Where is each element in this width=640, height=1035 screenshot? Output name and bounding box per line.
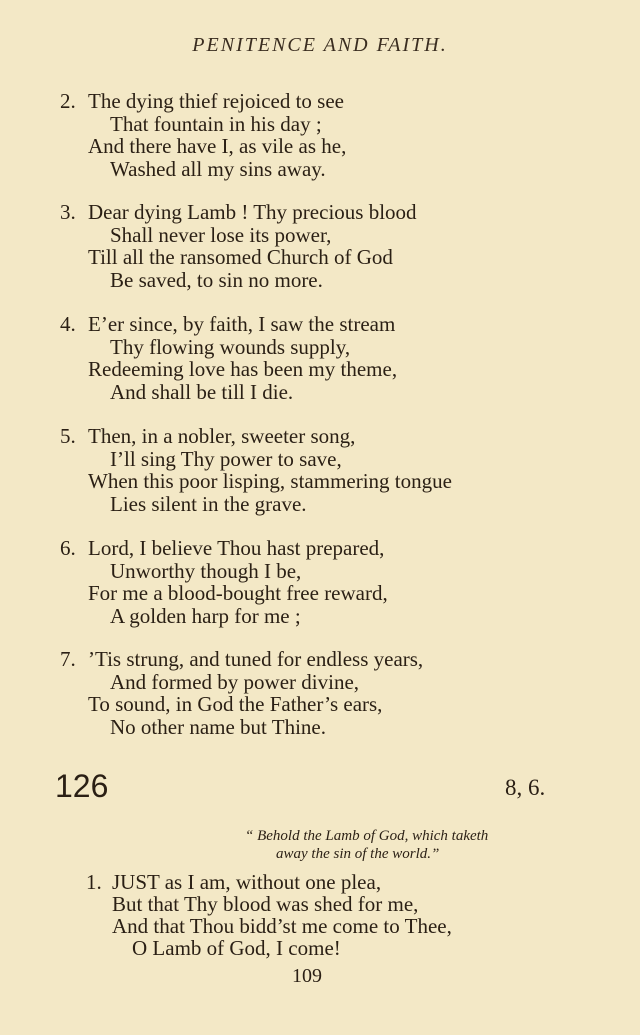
epigraph-line-1: “ Behold the Lamb of God, which taketh — [245, 828, 489, 844]
page-header: PENITENCE AND FAITH. — [192, 34, 448, 56]
verse-line: I’ll sing Thy power to save, — [110, 446, 342, 471]
verse-line: And there have I, as vile as he, — [88, 134, 347, 158]
verse-line: Redeeming love has been my theme, — [88, 357, 398, 381]
verse-line: Till all the ransomed Church of God — [88, 245, 393, 269]
hymn-verse-line: And that Thou bidd’st me come to Thee, — [112, 914, 452, 938]
verse-line: Lord, I believe Thou hast prepared, — [88, 536, 385, 560]
verse-line: That fountain in his day ; — [110, 111, 322, 136]
verse-number: 6. — [60, 536, 76, 560]
verse-line: No other name but Thine. — [110, 714, 326, 739]
verse-number: 2. — [60, 89, 76, 113]
verse-line: When this poor lisping, stammering tongue — [88, 469, 452, 493]
verse-line: To sound, in God the Father’s ears, — [88, 692, 383, 716]
verse-line: Thy flowing wounds supply, — [110, 334, 351, 359]
verse-line: Shall never lose its power, — [110, 222, 332, 247]
verse-line: E’er since, by faith, I saw the stream — [88, 312, 396, 336]
page-number: 109 — [292, 965, 322, 987]
verse-line: A golden harp for me ; — [110, 603, 301, 628]
epigraph-line-2: away the sin of the world.” — [276, 846, 440, 862]
hymn-verse-line: O Lamb of God, I come! — [132, 936, 341, 960]
verse-line: For me a blood-bought free reward, — [88, 581, 388, 605]
verse-line: The dying thief rejoiced to see — [88, 89, 344, 113]
verse-line: ’Tis strung, and tuned for endless years, — [88, 647, 424, 671]
verse-line: Dear dying Lamb ! Thy precious blood — [88, 200, 417, 224]
hymn-meter: 8, 6. — [505, 775, 546, 800]
verse-line: Lies silent in the grave. — [110, 491, 307, 516]
verse-line: Then, in a nobler, sweeter song, — [88, 424, 356, 448]
verse-number: 5. — [60, 424, 76, 448]
hymn-verse-number: 1. — [86, 870, 102, 894]
verse-number: 3. — [60, 200, 76, 224]
verse-line: Unworthy though I be, — [110, 558, 302, 583]
hymn-verse-line: JUST as I am, without one plea, — [112, 870, 382, 894]
verse-line: Be saved, to sin no more. — [110, 267, 323, 292]
verse-line: Washed all my sins away. — [110, 156, 326, 181]
verse-line: And formed by power divine, — [110, 669, 360, 694]
verse-number: 7. — [60, 647, 76, 671]
verse-line: And shall be till I die. — [110, 379, 294, 404]
hymn-verse-line: But that Thy blood was shed for me, — [112, 892, 419, 916]
hymn-number: 126 — [55, 768, 109, 804]
verse-number: 4. — [60, 312, 76, 336]
